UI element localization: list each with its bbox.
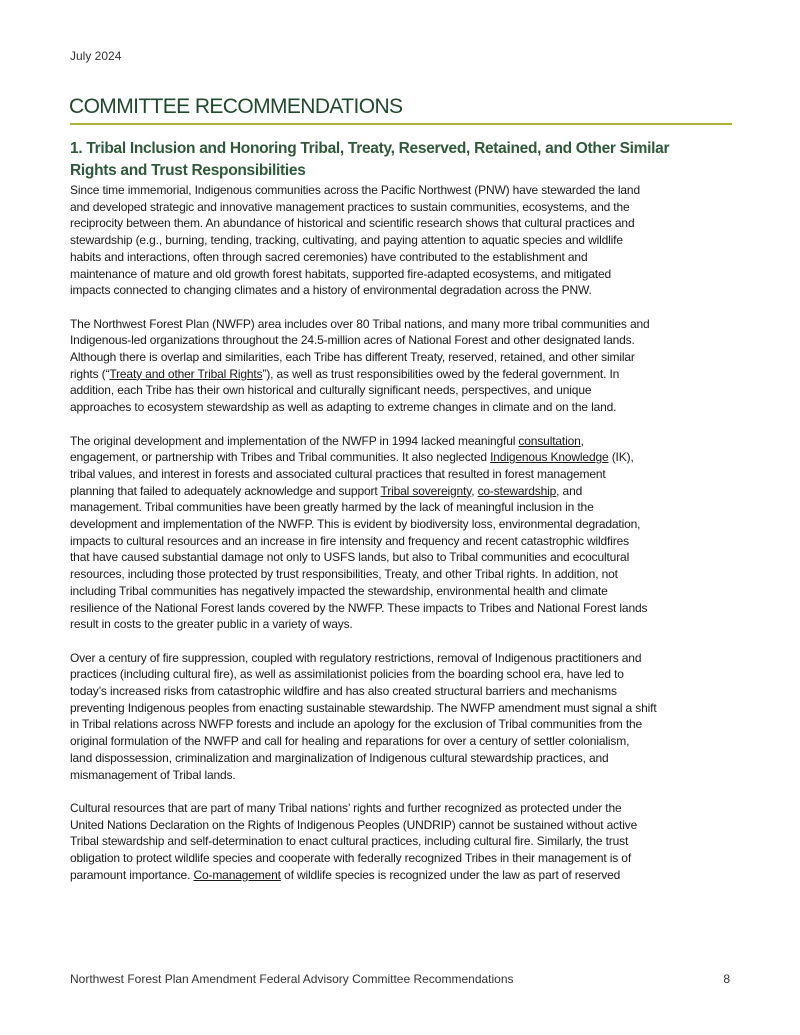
text-segment: land dispossession, criminalization and marginalization of Indigenous cultural stewardship practices, and: [70, 750, 609, 765]
text-line: [70, 266, 750, 283]
heading-line: Rights and Trust Responsibilities: [70, 162, 306, 179]
paragraph: [70, 182, 750, 299]
text-line: [70, 199, 750, 216]
text-line: [70, 433, 750, 450]
paragraph: [70, 650, 750, 784]
text-segment: The Northwest Forest Plan (NWFP) area includes over 80 Tribal nations, and many more tribal communities and: [70, 316, 650, 331]
section-title: COMMITTEE RECOMMENDATIONS: [69, 95, 403, 118]
text-segment: Although there is overlap and similarities, each Tribe has different Treaty, reserved, retained, and other similar: [70, 350, 635, 365]
text-segment: that have caused substantial damage not only to USFS lands, but also to Tribal communities and ecocultural: [70, 550, 630, 565]
text-line: [70, 833, 750, 850]
paragraph: [70, 316, 750, 416]
text-segment: in Tribal relations across NWFP forests and include an apology for the exclusion of Tribal communities from the: [70, 717, 643, 732]
text-line: [70, 349, 750, 366]
text-segment: today’s increased risks from catastrophic wildfire and has also created structural barriers and mechanisms: [70, 684, 617, 699]
hyperlink[interactable]: Treaty and other Tribal Rights: [109, 366, 263, 381]
text-line: [70, 683, 750, 700]
text-line: [70, 700, 750, 717]
text-line: [70, 182, 750, 199]
text-segment: ,: [580, 433, 584, 448]
text-segment: ”), as well as trust responsibilities owed by the federal government. In: [262, 366, 620, 381]
text-line: [70, 600, 750, 617]
text-line: [70, 750, 750, 767]
text-line: [70, 516, 750, 533]
text-line: [70, 716, 750, 733]
text-segment: impacts connected to changing climates and a history of environmental degradation across the PNW.: [70, 283, 592, 298]
text-segment: of wildlife species is recognized under the law as part of reserved: [280, 867, 621, 882]
text-segment: resilience of the National Forest lands covered by the NWFP. These impacts to Tribes and National Forest lands: [70, 600, 648, 615]
text-segment: , and: [556, 483, 583, 498]
text-segment: mismanagement of Tribal lands.: [70, 767, 236, 782]
text-line: [70, 449, 750, 466]
text-segment: habits and interactions, often through sacred ceremonies) have contributed to the establishment and: [70, 249, 588, 264]
text-segment: result in costs to the greater public in a variety of ways.: [70, 617, 353, 632]
text-line: [70, 566, 750, 583]
text-segment: practices (including cultural fire), as well as assimilationist policies from the boarding school era, have led to: [70, 667, 624, 682]
hyperlink[interactable]: Indigenous Knowledge: [490, 450, 609, 465]
text-segment: addition, each Tribe has their own historical and culturally significant needs, perspectives, and unique: [70, 383, 592, 398]
text-line: [70, 366, 750, 383]
text-segment: preventing Indigenous peoples from enacting sustainable stewardship. The NWFP amendment must signal a shift: [70, 700, 657, 715]
text-segment: stewardship (e.g., burning, tending, tracking, cultivating, and paying attention to aquatic species and wildlife: [70, 233, 623, 248]
hyperlink[interactable]: consultation: [518, 433, 581, 448]
text-segment: reciprocity between them. An abundance of historical and scientific research shows that cultural practices and: [70, 216, 635, 231]
footer-title: Northwest Forest Plan Amendment Federal Advisory Committee Recommendations: [70, 972, 514, 986]
text-segment: Indigenous-led organizations throughout the 24.5-million acres of National Forest and other designated lands.: [70, 333, 635, 348]
text-segment: Tribal stewardship and self-determination to enact cultural practices, including cultural fire. Similarly, the trust: [70, 834, 629, 849]
text-line: [70, 232, 750, 249]
text-segment: obligation to protect wildlife species and cooperate with federally recognized Tribes in their management is of: [70, 851, 632, 866]
text-line: [70, 666, 750, 683]
text-line: [70, 215, 750, 232]
text-line: [70, 466, 750, 483]
text-line: [70, 499, 750, 516]
text-line: [70, 316, 750, 333]
subsection-heading: [70, 138, 750, 182]
text-line: [70, 382, 750, 399]
text-segment: resources, including those protected by trust responsibilities, Treaty, and other Tribal rights. In addition, not: [70, 567, 618, 582]
text-segment: The original development and implementation of the NWFP in 1994 lacked meaningful: [70, 433, 519, 448]
heading-line: 1. Tribal Inclusion and Honoring Tribal, Treaty, Reserved, Retained, and Other Similar: [70, 140, 670, 157]
paragraph: [70, 800, 750, 884]
text-segment: United Nations Declaration on the Rights of Indigenous Peoples (UNDRIP) cannot be sustained without active: [70, 817, 638, 832]
text-line: [70, 483, 750, 500]
text-segment: Since time immemorial, Indigenous communities across the Pacific Northwest (PNW) have stewarded the land: [70, 183, 640, 197]
text-line: [70, 533, 750, 550]
text-segment: original formulation of the NWFP and call for healing and reparations for over a century of settler colonialism,: [70, 734, 630, 749]
paragraph: [70, 433, 750, 633]
text-segment: impacts to cultural resources and an increase in fire intensity and frequency and recent catastrophic wildfires: [70, 533, 629, 548]
text-segment: planning that failed to adequately acknowledge and support: [70, 483, 381, 498]
text-line: [70, 399, 750, 416]
text-segment: paramount importance.: [70, 867, 194, 882]
text-line: [70, 332, 750, 349]
text-line: [70, 549, 750, 566]
text-line: [70, 817, 750, 834]
text-line: [70, 867, 750, 884]
text-segment: engagement, or partnership with Tribes and Tribal communities. It also neglected: [70, 450, 491, 465]
text-segment: approaches to ecosystem stewardship as well as adapting to extreme changes in climate and on the land.: [70, 400, 617, 415]
hyperlink[interactable]: co-stewardship: [477, 483, 557, 498]
text-line: [70, 767, 750, 784]
text-line: [70, 650, 750, 667]
hyperlink[interactable]: Tribal sovereignty: [380, 483, 472, 498]
text-segment: tribal values, and interest in forests and associated cultural practices that resulted in forest management: [70, 466, 606, 481]
text-segment: development and implementation of the NWFP. This is evident by biodiversity loss, environmental degradation,: [70, 517, 641, 532]
body-text: [70, 182, 750, 900]
text-segment: maintenance of mature and old growth forest habitats, supported fire-adapted ecosystems, and mitigated: [70, 266, 612, 281]
title-divider: [70, 123, 732, 125]
text-segment: Cultural resources that are part of many Tribal nations’ rights and further recognized as protected under the: [70, 800, 622, 815]
text-line: [70, 850, 750, 867]
text-segment: Over a century of fire suppression, coupled with regulatory restrictions, removal of Indigenous practitioners and: [70, 650, 642, 665]
page-footer: [70, 972, 730, 986]
text-segment: rights (“: [70, 366, 110, 381]
text-segment: and developed strategic and innovative management practices to sustain communities, ecosystems, and the: [70, 199, 630, 214]
text-line: [70, 249, 750, 266]
header-date: July 2024: [70, 49, 122, 63]
text-segment: ,: [471, 483, 478, 498]
text-line: [70, 583, 750, 600]
hyperlink[interactable]: Co-management: [193, 867, 281, 882]
text-line: [70, 282, 750, 299]
text-line: [70, 733, 750, 750]
page-number: 8: [723, 972, 730, 986]
text-segment: management. Tribal communities have been greatly harmed by the lack of meaningful inclusion in the: [70, 500, 594, 515]
text-line: [70, 800, 750, 817]
text-line: [70, 616, 750, 633]
text-segment: (IK),: [608, 450, 634, 465]
text-segment: including Tribal communities has negatively impacted the stewardship, environmental health and climate: [70, 583, 608, 598]
